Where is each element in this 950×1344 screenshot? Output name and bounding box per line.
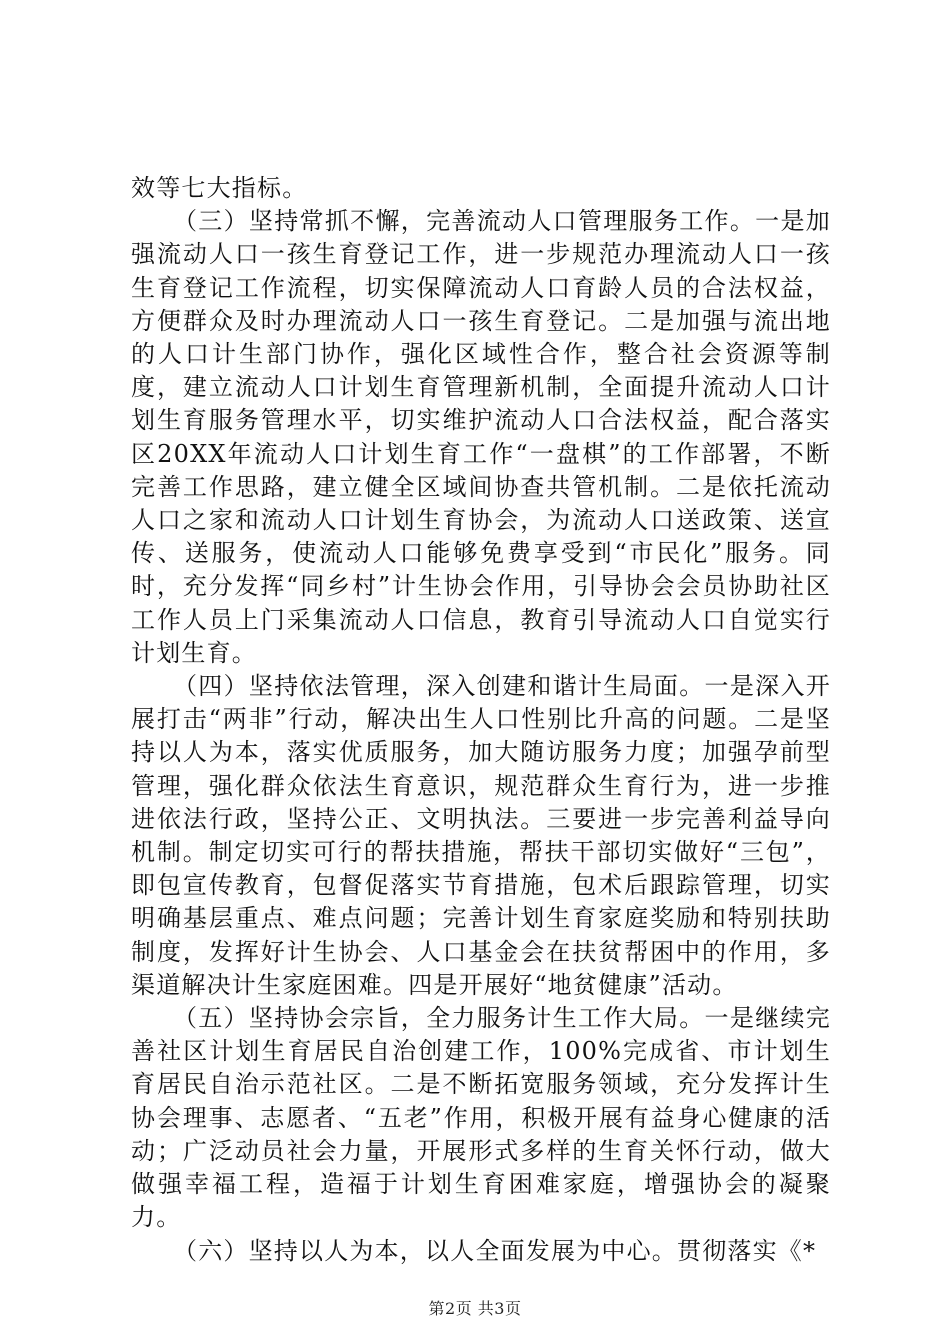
paragraph-section-3: （三）坚持常抓不懈，完善流动人口管理服务工作。一是加强流动人口一孩生育登记工作，进一步规范办理流动人口一孩生育登记工作流程，切实保障流动人口育龄人员的合法权益，方便群众及时办理流动人口一孩生育登记。二是加强与流出地的人口计生部门协作，强化区域性合作，整合社会资源等制度，建立流动人口计划生育管理新机制，全面提升流动人口计划生育服务管理水平，切实维护流动人口合法权益，配合落实区20XX年流动人口计划生育工作“一盘棋”的工作部署，不断完善工作思路，建立健全区域间协查共管机制。二是依托流动人口之家和流动人口计划生育协会，为流动人口送政策、送宣传、送服务，使流动人口能够免费享受到“市民化”服务。同时，充分发挥“同乡村”计生协会作用，引导协会会员协助社区工作人员上门采集流动人口信息，教育引导流动人口自觉实行计划生育。 [131, 207, 831, 667]
page-number-footer: 第2页 共3页 [428, 1299, 522, 1318]
paragraph-section-6: （六）坚持以人为本，以人全面发展为中心。贯彻落实《* [173, 1236, 817, 1265]
paragraph-section-4: （四）坚持依法管理，深入创建和谐计生局面。一是深入开展打击“两非”行动，解决出生人口性别比升高的问题。二是坚持以人为本，落实优质服务，加大随访服务力度；加强孕前型管理，强化群众依法生育意识，规范群众生育行为，进一步推进依法行政，坚持公正、文明执法。三要进一步完善利益导向机制。制定切实可行的帮扶措施，帮扶干部切实做好“三包”，即包宣传教育，包督促落实节育措施，包术后跟踪管理，切实明确基层重点、难点问题；完善计划生育家庭奖励和特别扶助制度，发挥好计生协会、人口基金会在扶贫帮困中的作用，多渠道解决计生家庭困难。四是开展好“地贫健康”活动。 [131, 672, 831, 999]
paragraph-continuation: 效等七大指标。 [131, 174, 308, 202]
paragraph-section-5: （五）坚持协会宗旨，全力服务计生工作大局。一是继续完善社区计划生育居民自治创建工作，100%完成省、市计划生育居民自治示范社区。二是不断拓宽服务领域，充分发挥计生协会理事、志愿者、“五老”作用，积极开展有益身心健康的活动；广泛动员社会力量，开展形式多样的生育关怀行动，做大做强幸福工程，造福于计划生育困难家庭，增强协会的凝聚力。 [131, 1004, 831, 1232]
document-body [131, 172, 831, 1268]
